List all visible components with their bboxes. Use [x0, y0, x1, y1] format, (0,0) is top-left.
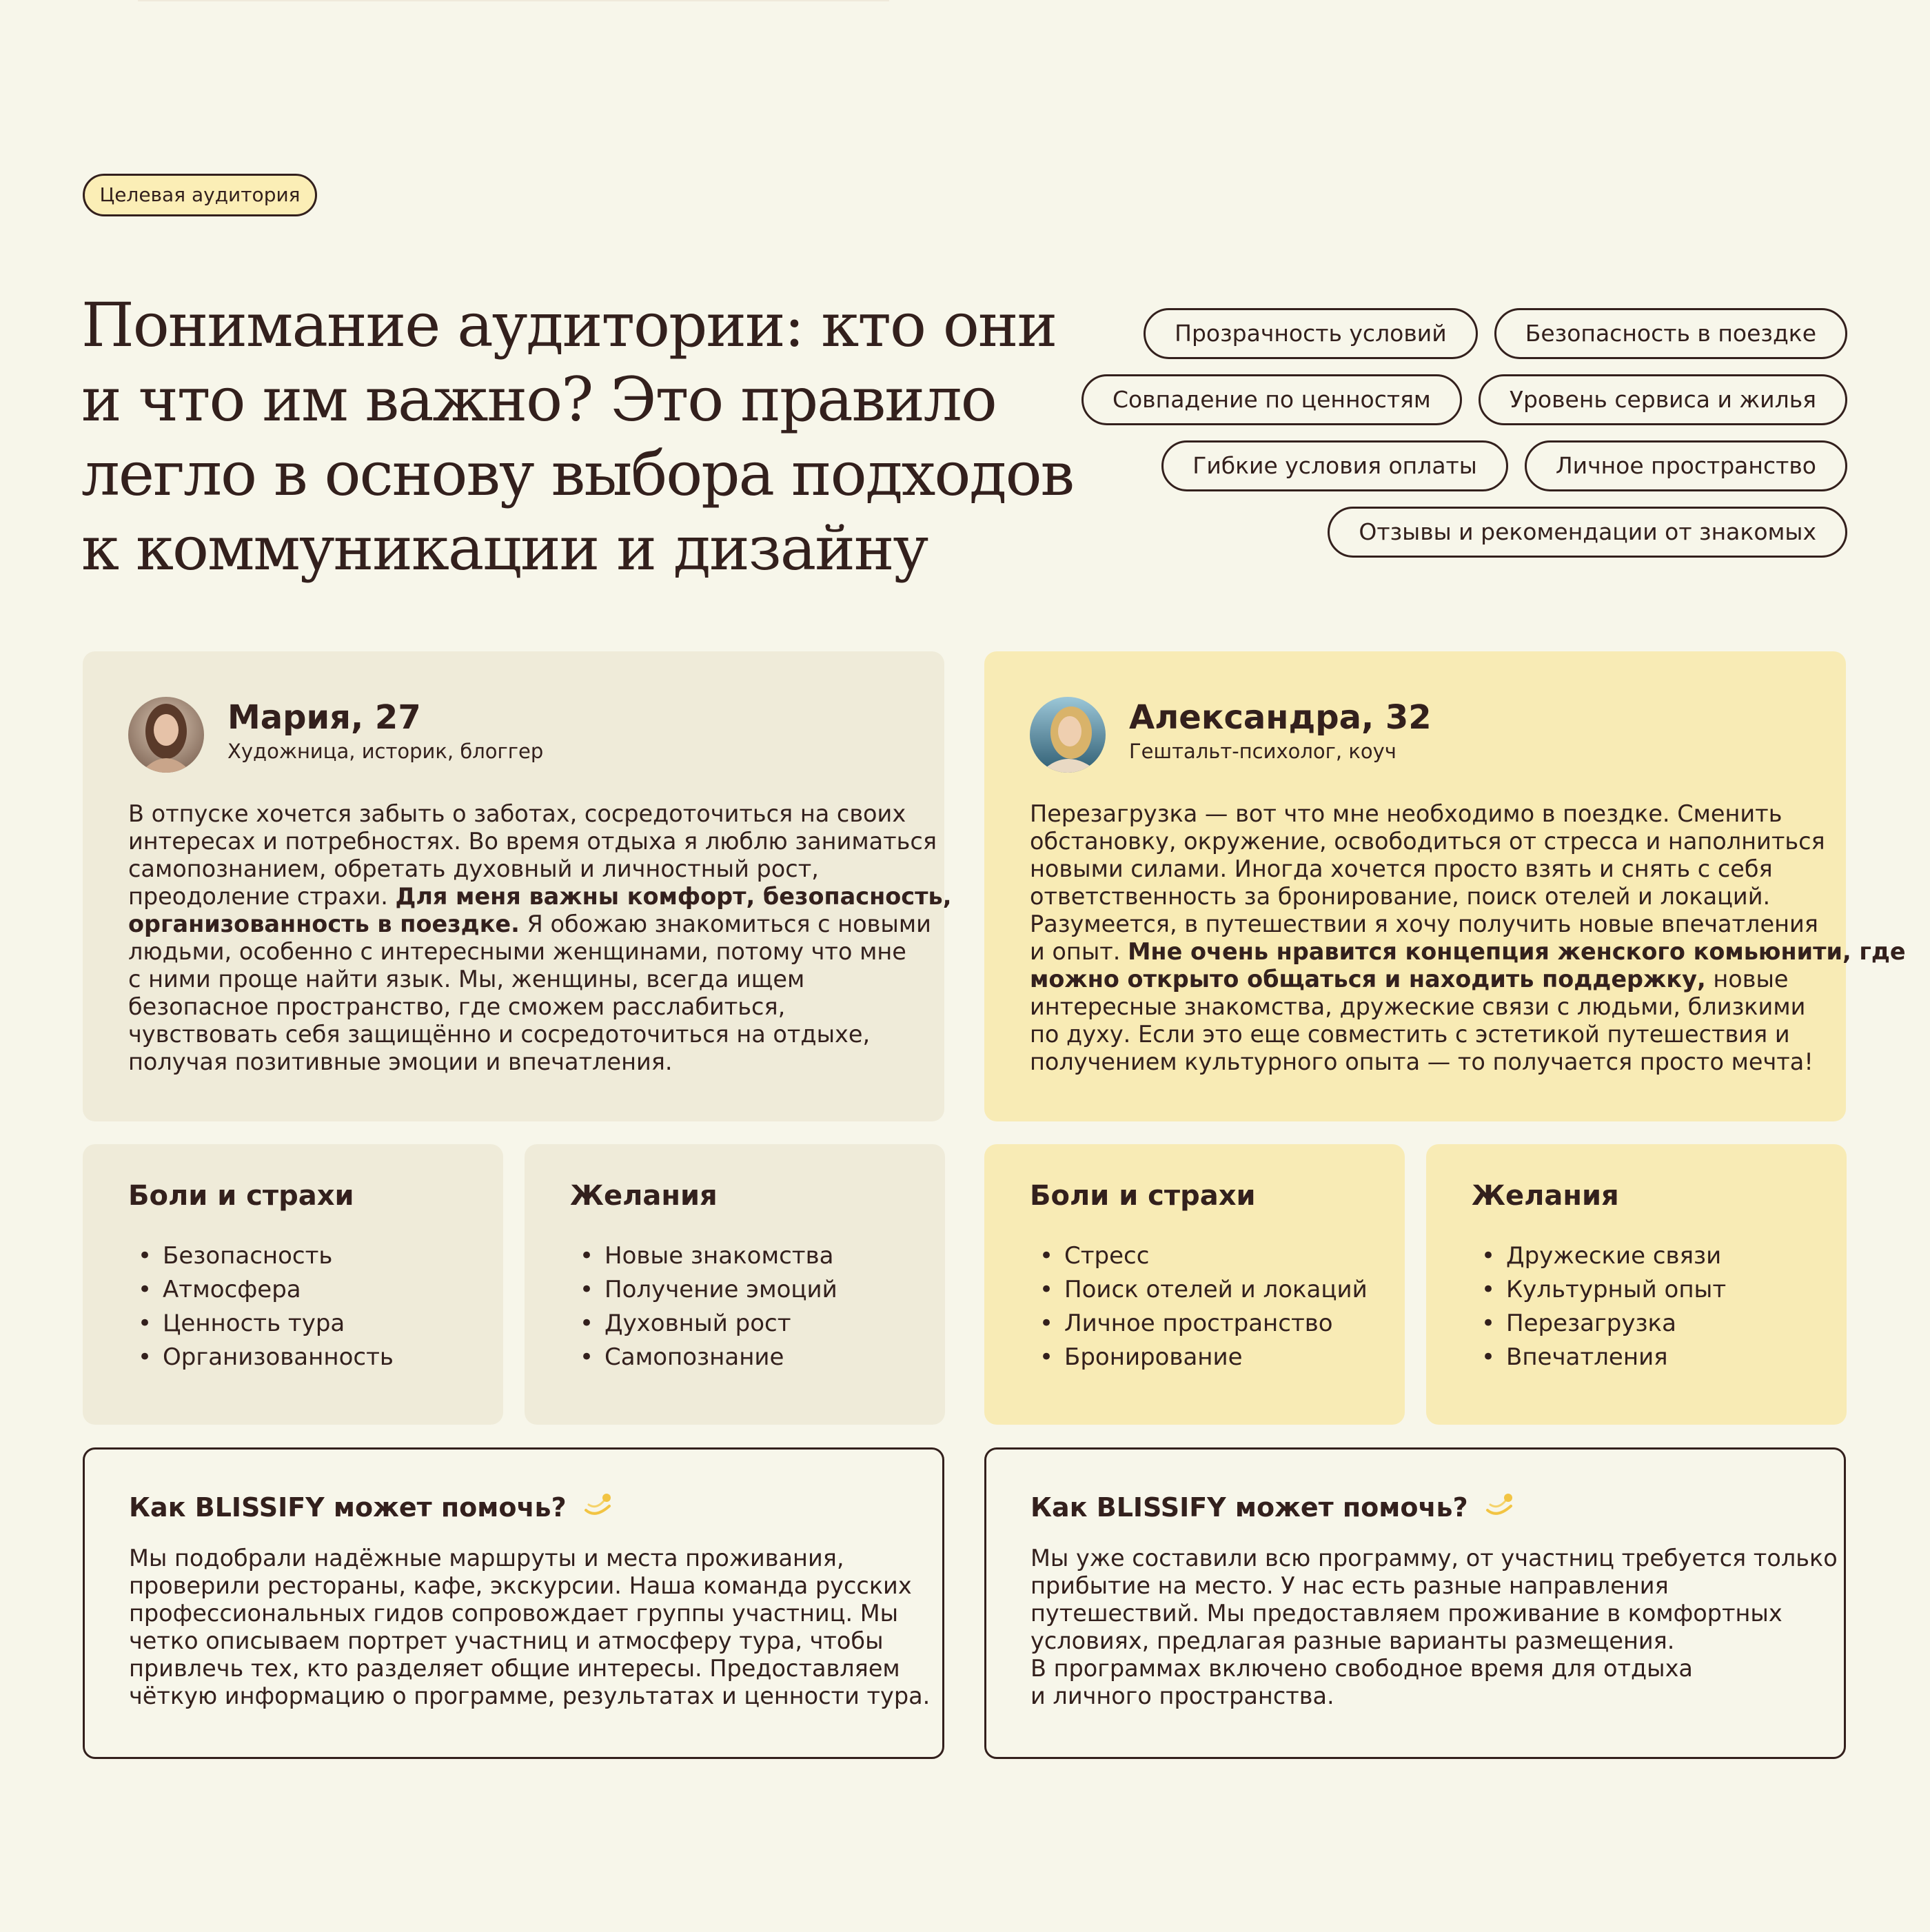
- value-tag: Прозрачность условий: [1144, 308, 1478, 359]
- title-line: к коммуникации и дизайну: [81, 513, 928, 584]
- list-item: • Впечатления: [1481, 1343, 1668, 1371]
- card-title: Как BLISSIFY может помочь?: [129, 1489, 615, 1529]
- value-tag: Личное пространство: [1525, 440, 1847, 491]
- list-item: • Стресс: [1039, 1242, 1150, 1270]
- bio-text: преодоление страхи.: [128, 883, 396, 910]
- bio-line: ответственность за бронирование, поиск отелей и локаций.: [1030, 883, 1771, 910]
- persona-bio: [1030, 800, 1906, 1076]
- top-divider: [138, 0, 889, 1]
- bio-line: новыми силами. Иногда хочется просто взять и снять с себя: [1030, 855, 1773, 882]
- avatar: [128, 697, 204, 773]
- avatar: [1030, 697, 1106, 773]
- avatar-photo-icon: [1030, 697, 1106, 773]
- page-title: [81, 288, 1074, 586]
- card-title: Желания: [1472, 1180, 1619, 1212]
- list-item: • Новые знакомства: [580, 1242, 834, 1270]
- value-tag: Гибкие условия оплаты: [1161, 440, 1508, 491]
- bio-text: и опыт.: [1030, 938, 1128, 965]
- bio-line: [1030, 966, 1809, 993]
- bio-line: Разумеется, в путешествии я хочу получить новые впечатления: [1030, 911, 1818, 937]
- list-item: • Духовный рост: [580, 1310, 791, 1337]
- bio-text: Я обожаю знакомиться с новыми: [519, 911, 931, 937]
- value-tag: Безопасность в поездке: [1494, 308, 1847, 359]
- list-item: • Самопознание: [580, 1343, 784, 1371]
- card-title: Боли и страхи: [128, 1180, 354, 1212]
- persona-role: Художница, историк, блоггер: [227, 740, 544, 763]
- title-line: и что им важно? Это правило: [81, 364, 996, 435]
- pains-list: [128, 1239, 394, 1374]
- bio-line: по духу. Если это еще совместить с эстетикой путешествия и: [1030, 1021, 1790, 1048]
- bio-line: людьми, особенно с интересными женщинами, потому что мне: [128, 938, 906, 965]
- value-tag: Уровень сервиса и жилья: [1479, 374, 1847, 425]
- bio-line: получением культурного опыта — то получается просто мечта!: [1030, 1048, 1814, 1075]
- bio-line: обстановку, окружение, освободиться от стресса и наполниться: [1030, 828, 1825, 855]
- title-line: легло в основу выбора подходов: [81, 438, 1074, 509]
- help-text: Мы подобрали надёжные маршруты и места проживания, проверили рестораны, кафе, экскурсии. Наша команда русских профессиональных гидов сопровождает группы участниц. Мы четко описываем портрет участниц и атмосферу тура, чтобы привлечь тех, кто разделяет общие интересы. Предоставляем чёткую информацию о программе, результатах и ценности тура.: [129, 1545, 931, 1709]
- comet-icon: [1483, 1489, 1516, 1529]
- persona-name: Александра, 32: [1129, 698, 1432, 737]
- bio-line: [128, 883, 952, 911]
- bio-line: интересные знакомства, дружеские связи с людьми, близкими: [1030, 993, 1806, 1020]
- wishes-list: [1472, 1239, 1726, 1374]
- bio-text: новые: [1705, 966, 1789, 993]
- bio-line: В отпуске хочется забыть о заботах, сосредоточиться на своих: [128, 800, 906, 827]
- list-item: • Дружеские связи: [1481, 1242, 1722, 1270]
- wishes-card-alexandra: [1426, 1144, 1847, 1425]
- persona-card-alexandra: [984, 651, 1906, 1121]
- list-item: • Поиск отелей и локаций: [1039, 1276, 1368, 1303]
- bio-line: с ними проще найти язык. Мы, женщины, всегда ищем: [128, 966, 805, 993]
- bio-line: самопознанием, обретать духовный и личностный рост,: [128, 855, 819, 882]
- list-item: • Ценность тура: [138, 1310, 345, 1337]
- wishes-card-maria: [525, 1144, 945, 1425]
- help-card-maria: [83, 1447, 944, 1759]
- bio-line: безопасное пространство, где сможем расслабиться,: [128, 993, 786, 1020]
- value-tag: Совпадение по ценностям: [1081, 374, 1462, 425]
- value-tags: [1055, 308, 1847, 573]
- bio-highlight: организованность в поездке.: [128, 911, 520, 937]
- list-item: • Бронирование: [1039, 1343, 1243, 1371]
- persona-name: Мария, 27: [227, 698, 421, 737]
- value-tag: Отзывы и рекомендации от знакомых: [1328, 507, 1847, 558]
- list-item: • Организованность: [138, 1343, 394, 1371]
- list-item: • Перезагрузка: [1481, 1310, 1676, 1337]
- card-title: Боли и страхи: [1030, 1180, 1256, 1212]
- card-title: Желания: [570, 1180, 718, 1212]
- bio-line: [128, 911, 931, 938]
- list-item: • Культурный опыт: [1481, 1276, 1727, 1303]
- bio-highlight: Мне очень нравится концепция женского комьюнити, где: [1128, 938, 1906, 965]
- list-item: • Получение эмоций: [580, 1276, 837, 1303]
- list-item: • Личное пространство: [1039, 1310, 1333, 1337]
- persona-card-maria: [83, 651, 952, 1121]
- bio-line: интересах и потребностях. Во время отдыха я люблю заниматься: [128, 828, 937, 855]
- help-text: Мы уже составили всю программу, от участниц требуется только прибытие на место. У нас есть разные направления путешествий. Мы предоставляем проживание в комфортных условиях, предлагая разные варианты размещения. В программах включено свободное время для отдыха и личного пространства.: [1030, 1545, 1838, 1709]
- persona-bio: [128, 800, 952, 1076]
- pains-list: [1030, 1239, 1368, 1374]
- bio-line: Перезагрузка — вот что мне необходимо в поездке. Сменить: [1030, 800, 1782, 827]
- wishes-list: [570, 1239, 837, 1374]
- bio-line: [1030, 938, 1906, 966]
- card-title: Как BLISSIFY может помочь?: [1030, 1489, 1516, 1529]
- section-tag: Целевая аудитория: [83, 174, 317, 216]
- list-item: • Безопасность: [138, 1242, 333, 1270]
- list-item: • Атмосфера: [138, 1276, 301, 1303]
- pains-card-alexandra: [984, 1144, 1405, 1425]
- pains-card-maria: [83, 1144, 503, 1425]
- title-line: Понимание аудитории: кто они: [81, 289, 1057, 360]
- bio-highlight: можно открыто общаться и находить поддержку,: [1030, 966, 1706, 993]
- persona-role: Гештальт-психолог, коуч: [1129, 740, 1396, 763]
- comet-icon: [582, 1489, 615, 1529]
- avatar-photo-icon: [128, 697, 204, 773]
- bio-highlight: Для меня важны комфорт, безопасность,: [395, 883, 952, 910]
- help-card-alexandra: [984, 1447, 1846, 1759]
- bio-line: получая позитивные эмоции и впечатления.: [128, 1048, 673, 1075]
- bio-line: чувствовать себя защищённо и сосредоточиться на отдыхе,: [128, 1021, 871, 1048]
